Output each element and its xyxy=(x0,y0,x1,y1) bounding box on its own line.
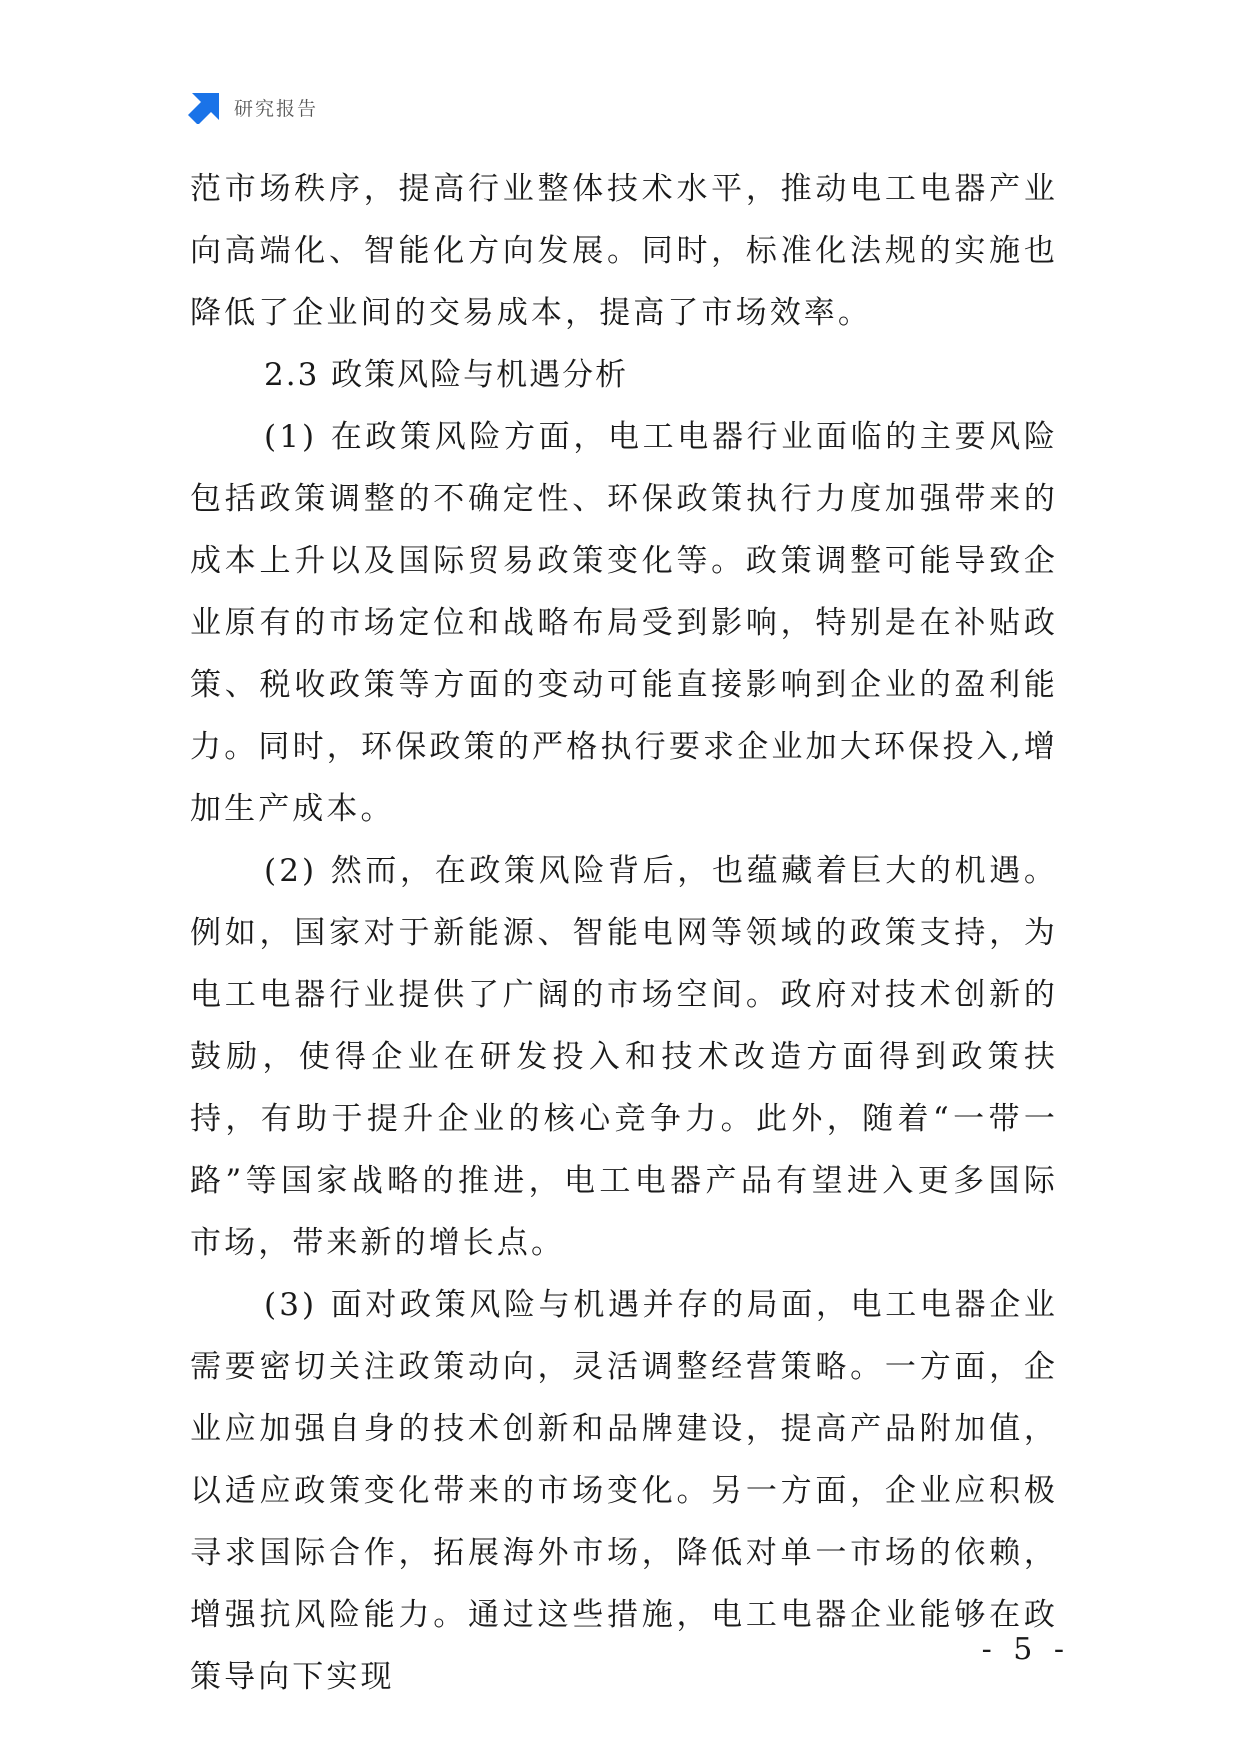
section-heading: 2.3 政策风险与机遇分析 xyxy=(264,357,629,393)
document-body xyxy=(190,158,1058,1708)
page-number: - 5 - xyxy=(981,1632,1070,1667)
paragraph-3: (3) 面对政策风险与机遇并存的局面，电工电器企业需要密切关注政策动向，灵活调整经营策略。一方面，企业应加强自身的技术创新和品牌建设，提高产品附加值，以适应政策变化带来的市场变化。另一方面，企业应积极寻求国际合作，拓展海外市场，降低对单一市场的依赖，增强抗风险能力。通过这些措施，电工电器企业能够在政策导向下实现 xyxy=(190,1287,1058,1695)
arrow-up-right-icon xyxy=(188,90,222,124)
report-header xyxy=(188,90,318,124)
paragraph-1: (1) 在政策风险方面，电工电器行业面临的主要风险包括政策调整的不确定性、环保政策执行力度加强带来的成本上升以及国际贸易政策变化等。政策调整可能导致企业原有的市场定位和战略布局受到影响，特别是在补贴政策、税收政策等方面的变动可能直接影响到企业的盈利能力。同时，环保政策的严格执行要求企业加大环保投入,增加生产成本。 xyxy=(190,419,1058,827)
header-label: 研究报告 xyxy=(234,97,319,120)
continuation-paragraph: 范市场秩序，提高行业整体技术水平，推动电工电器产业向高端化、智能化方向发展。同时，标准化法规的实施也降低了企业间的交易成本，提高了市场效率。 xyxy=(190,171,1058,331)
paragraph-2: (2) 然而，在政策风险背后，也蕴藏着巨大的机遇。例如，国家对于新能源、智能电网等领域的政策支持，为电工电器行业提供了广阔的市场空间。政府对技术创新的鼓励，使得企业在研发投入和技术改造方面得到政策扶持，有助于提升企业的核心竞争力。此外，随着“一带一路”等国家战略的推进，电工电器产品有望进入更多国际市场，带来新的增长点。 xyxy=(190,853,1058,1261)
